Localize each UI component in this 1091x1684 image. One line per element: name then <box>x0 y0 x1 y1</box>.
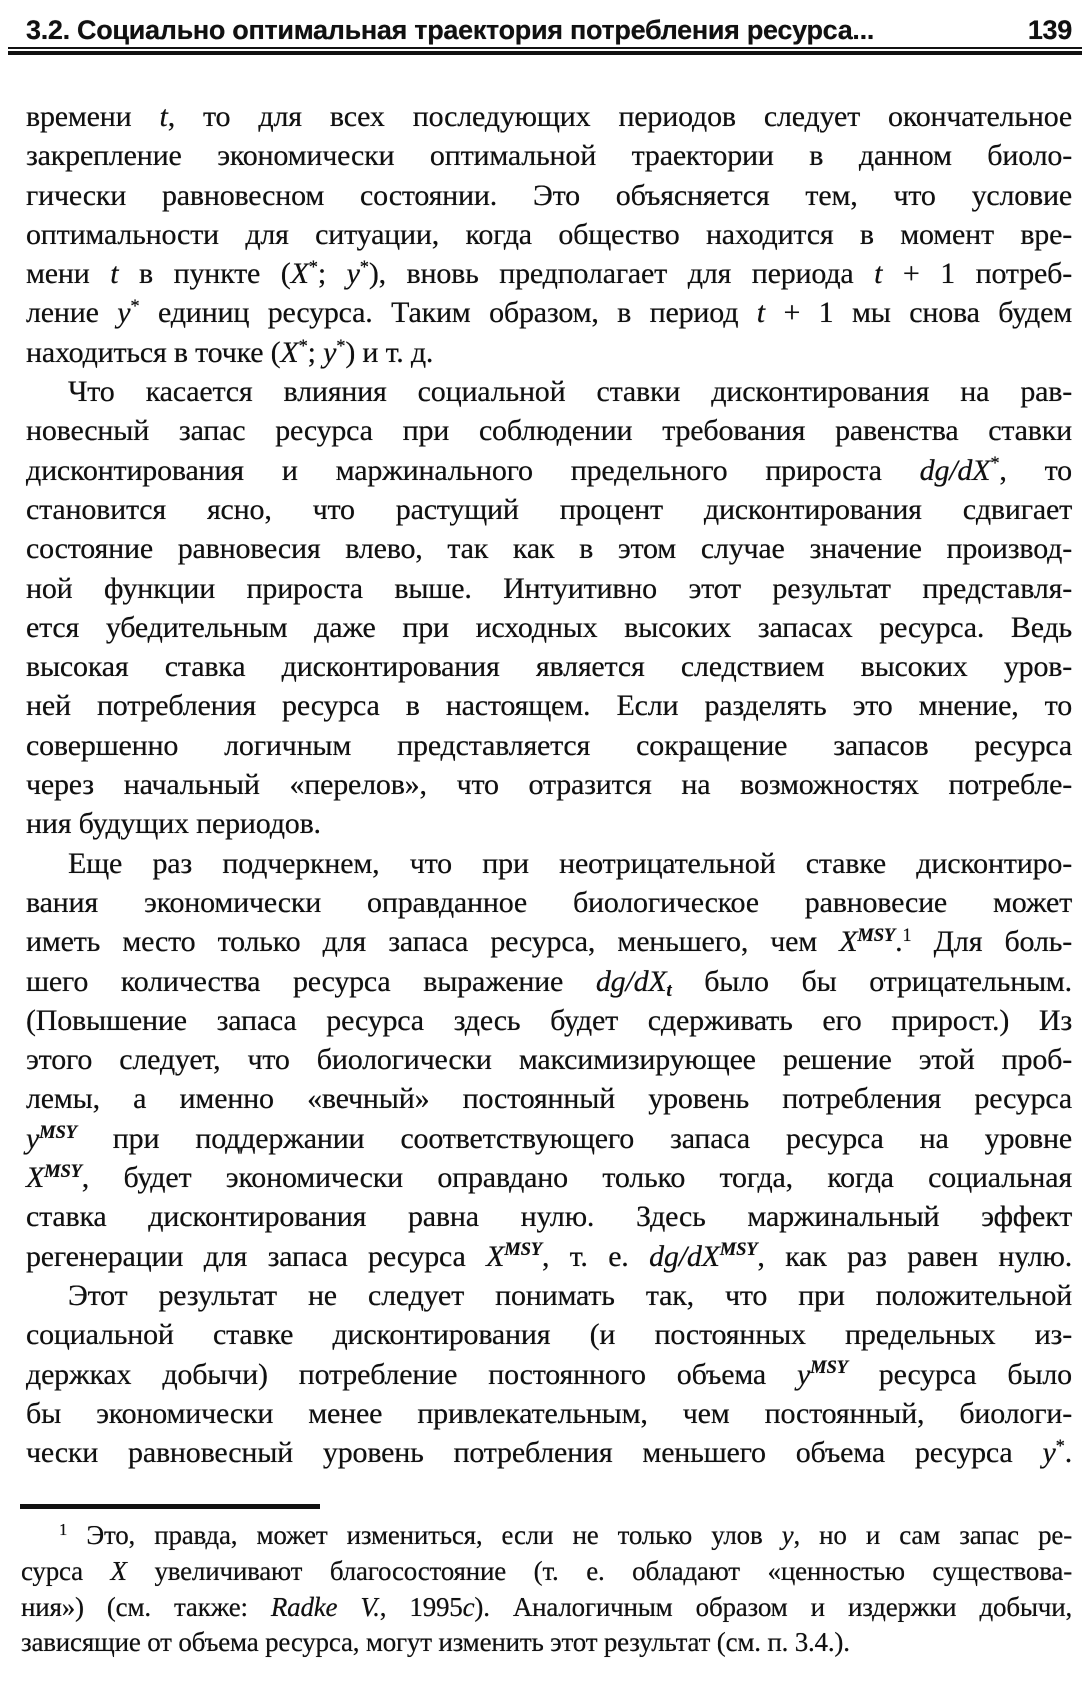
math-segment: Radke V. <box>270 1591 380 1622</box>
text-line <box>26 1276 1072 1315</box>
text-segment: ; <box>317 257 347 291</box>
math-segment: y <box>117 296 131 330</box>
math-segment: X <box>839 925 858 959</box>
footnote-line <box>21 1554 1072 1590</box>
math-segment: MSY <box>810 1357 848 1379</box>
text-segment: Это, правда, может измениться, если не только улов <box>67 1520 782 1550</box>
text-line <box>26 372 1072 411</box>
text-line <box>26 726 1072 765</box>
text-segment: времени <box>26 100 160 133</box>
running-header <box>26 15 1072 46</box>
text-line <box>26 1079 1072 1118</box>
text-segment: увеличивают благосостояние (т. е. обладают «ценностью существова- <box>126 1555 1072 1586</box>
text-segment: бы экономически менее привлекательным, чем постоянный, биологи- <box>26 1396 1072 1430</box>
text-segment: ), вновь предполагает для периода <box>368 257 875 291</box>
math-segment: t <box>159 100 168 133</box>
text-segment: Этот результат не следует понимать так, что при положительной <box>68 1278 1072 1312</box>
text-segment: , но и сам запас ре- <box>793 1520 1073 1550</box>
math-segment: * <box>990 453 1000 475</box>
math-segment: y <box>797 1357 811 1391</box>
text-segment: состояние равновесия влево, так как в этом случае значение производ- <box>26 532 1072 566</box>
text-segment: ) и т. д. <box>345 335 434 369</box>
text-segment: ней потребления ресурса в настоящем. Если разделять это мнение, то <box>26 689 1072 723</box>
text-line <box>26 293 1072 332</box>
math-segment: * <box>359 256 369 278</box>
math-segment: * <box>1055 1435 1065 1457</box>
math-segment: X <box>280 335 299 369</box>
text-segment: лемы, а именно «вечный» постоянный уровень потребления ресурса <box>26 1082 1072 1116</box>
text-line <box>26 529 1072 568</box>
text-segment: этого следует, что биологически максимизирующее решение этой проб- <box>26 1043 1072 1077</box>
text-segment: находиться в точке ( <box>26 335 281 369</box>
text-segment: . <box>1064 1436 1072 1470</box>
text-line <box>26 1355 1072 1394</box>
footnote-line <box>21 1625 1072 1661</box>
math-segment: * <box>130 296 140 318</box>
text-segment: , то для всех последующих периодов следует окончательное <box>167 100 1072 133</box>
text-segment: сурса <box>21 1555 111 1586</box>
math-segment: X <box>486 1239 505 1273</box>
text-line <box>26 765 1072 804</box>
math-segment: 1 <box>59 1519 68 1539</box>
text-segment: Что касается влияния социальной ставки дисконтирования на рав- <box>68 375 1072 409</box>
page-number: 139 <box>1027 15 1072 45</box>
text-line <box>26 411 1072 450</box>
text-line <box>26 1433 1072 1472</box>
math-segment: t <box>666 979 672 1001</box>
text-line <box>26 1315 1072 1354</box>
math-segment: * <box>308 256 318 278</box>
text-line <box>26 176 1072 215</box>
text-segment: чески равновесный уровень потребления меньшего объема ресурса <box>26 1436 1043 1470</box>
text-segment: совершенно логичным представляется сокращение запасов ресурса <box>26 728 1072 762</box>
text-line <box>26 136 1072 175</box>
text-segment: . <box>895 925 903 959</box>
section-title: 3.2. Социально оптимальная траектория потребления ресурса... <box>26 15 875 45</box>
text-segment: + 1 потреб- <box>882 257 1072 291</box>
text-segment: ной функции прироста выше. Интуитивно этот результат представля- <box>26 571 1072 605</box>
text-segment: , 1995 <box>379 1591 463 1622</box>
math-segment: t <box>756 296 765 330</box>
text-line <box>26 922 1072 961</box>
header-rule-bottom <box>8 51 1082 55</box>
text-segment: регенерации для запаса ресурса <box>26 1239 487 1273</box>
text-segment: новесный запас ресурса при соблюдении требования равенства ставки <box>26 414 1072 448</box>
text-line <box>26 1158 1072 1197</box>
text-segment: закрепление экономически оптимальной траектории в данном биоло- <box>26 139 1072 173</box>
math-segment: t <box>110 257 119 291</box>
text-segment: было бы отрицательным. <box>671 964 1072 998</box>
math-segment: y <box>346 257 360 291</box>
math-segment: y <box>1042 1436 1056 1470</box>
math-segment: X <box>26 1161 45 1195</box>
text-segment: держках добычи) потребление постоянного объема <box>26 1357 798 1391</box>
math-segment: dg/dX <box>649 1239 720 1273</box>
text-segment: при поддержании соответствующего запаса ресурса на уровне <box>76 1121 1072 1155</box>
text-line <box>26 490 1072 529</box>
text-line <box>26 451 1072 490</box>
text-segment: ставка дисконтирования равна нулю. Здесь маржинальный эффект <box>26 1200 1072 1234</box>
text-line <box>26 569 1072 608</box>
footnote-text <box>21 1518 1072 1661</box>
text-segment: ется убедительным даже при исходных высоких запасах ресурса. Ведь <box>26 610 1072 644</box>
math-segment: X <box>110 1555 127 1586</box>
text-segment: Еще раз подчеркнем, что при неотрицательной ставке дисконтиро- <box>68 846 1072 880</box>
math-segment: y <box>323 335 337 369</box>
text-line <box>26 686 1072 725</box>
math-segment: dg/dX <box>919 453 991 487</box>
text-segment: шего количества ресурса выражение <box>26 964 596 998</box>
math-segment: MSY <box>39 1121 77 1143</box>
text-segment: становится ясно, что растущий процент дисконтирования сдвигает <box>26 492 1072 526</box>
text-line <box>26 1237 1072 1276</box>
math-segment: 1 <box>902 925 912 947</box>
text-segment: ; <box>307 335 324 369</box>
footnote-separator <box>20 1504 320 1509</box>
text-segment: единиц ресурса. Таким образом, в период <box>139 296 757 330</box>
text-segment: высокая ставка дисконтирования является следствием высоких уров- <box>26 650 1072 684</box>
text-segment: ния») (см. также: <box>21 1591 271 1622</box>
text-segment: ресурса было <box>847 1357 1072 1391</box>
header-rule-top <box>8 47 1082 49</box>
text-segment: , будет экономически оправдано только тогда, когда социальная <box>81 1161 1072 1195</box>
text-segment: , как раз равен нулю. <box>757 1239 1072 1273</box>
text-segment: , т. е. <box>541 1239 650 1273</box>
text-segment: социальной ставке дисконтирования (и постоянных предельных из- <box>26 1318 1072 1352</box>
math-segment: MSY <box>44 1160 82 1182</box>
footnote-line <box>21 1518 1072 1554</box>
text-segment: через начальный «перелов», что отразится на возможностях потребле- <box>26 768 1072 802</box>
math-segment: MSY <box>504 1239 542 1261</box>
text-segment: зависящие от объема ресурса, могут изменить этот результат (см. п. 3.4.). <box>21 1627 850 1658</box>
text-segment: в пункте ( <box>118 257 291 291</box>
math-segment: dg/dX <box>595 964 667 998</box>
math-segment: * <box>298 335 308 357</box>
text-segment: гически равновесном состоянии. Это объясняется тем, что условие <box>26 178 1072 212</box>
text-line <box>26 215 1072 254</box>
text-line <box>26 647 1072 686</box>
math-segment: y <box>26 1121 40 1155</box>
text-line <box>26 1001 1072 1040</box>
text-segment: ). Аналогичным образом и издержки добычи, <box>474 1591 1072 1622</box>
body-text <box>26 97 1072 1472</box>
footnote-line <box>21 1590 1072 1626</box>
math-segment: X <box>290 257 309 291</box>
text-line <box>26 333 1072 372</box>
text-line <box>26 1197 1072 1236</box>
text-line <box>26 804 1072 843</box>
text-segment: дисконтирования и маржинального предельного прироста <box>26 453 920 487</box>
text-line <box>26 254 1072 293</box>
math-segment: * <box>336 335 346 357</box>
text-line <box>26 844 1072 883</box>
text-line <box>26 962 1072 1001</box>
math-segment: MSY <box>719 1239 758 1261</box>
text-segment: + 1 мы снова будем <box>764 296 1072 330</box>
text-segment: оптимальности для ситуации, когда общество находится в момент вре- <box>26 217 1072 251</box>
math-segment: c <box>462 1591 475 1622</box>
text-segment: , то <box>999 453 1072 487</box>
math-segment: y <box>781 1520 794 1550</box>
text-segment: ния будущих периодов. <box>26 807 321 841</box>
text-segment: вания экономически оправданное биологическое равновесие может <box>26 885 1072 919</box>
text-line <box>26 883 1072 922</box>
text-segment: ление <box>26 296 118 330</box>
math-segment: MSY <box>857 925 896 947</box>
text-line <box>26 1040 1072 1079</box>
text-segment: мени <box>26 257 111 291</box>
text-segment: Для боль- <box>911 925 1072 959</box>
text-line <box>26 97 1072 136</box>
text-line <box>26 1119 1072 1158</box>
text-segment: иметь место только для запаса ресурса, меньшего, чем <box>26 925 840 959</box>
text-line <box>26 608 1072 647</box>
text-line <box>26 1394 1072 1433</box>
math-segment: t <box>874 257 883 291</box>
text-segment: (Повышение запаса ресурса здесь будет сдерживать его прирост.) Из <box>26 1003 1072 1037</box>
